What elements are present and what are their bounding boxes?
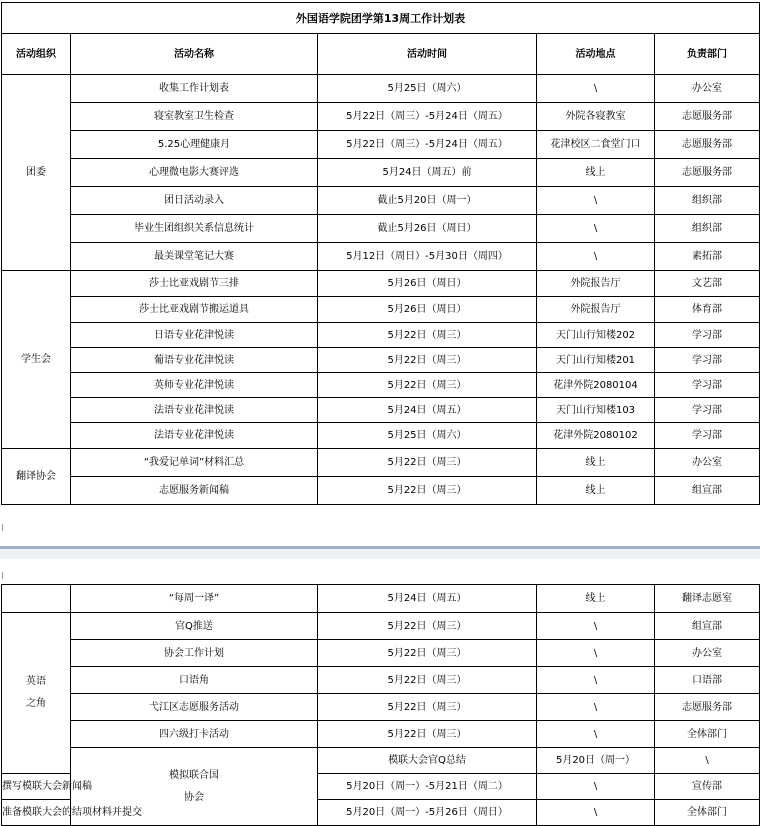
department-cell: 志愿服务部 xyxy=(655,131,760,159)
location-cell: 线上 xyxy=(537,477,655,505)
department-cell: 志愿服务部 xyxy=(655,159,760,187)
location-cell: 线上 xyxy=(537,159,655,187)
table-row xyxy=(2,667,760,694)
table-row xyxy=(2,75,760,103)
activity-cell: 四六级打卡活动 xyxy=(71,721,318,748)
location-cell: 花津外院2080102 xyxy=(537,423,655,449)
time-cell: 5月24日（周五） xyxy=(318,585,537,613)
time-cell: 5月22日（周三） xyxy=(318,640,537,667)
header-department: 负责部门 xyxy=(655,34,760,75)
table-row xyxy=(2,721,760,748)
department-cell: 组织部 xyxy=(655,215,760,243)
activity-cell: 寝室教室卫生检查 xyxy=(71,103,318,131)
location-cell: 外院报告厅 xyxy=(537,271,655,297)
department-cell: 办公室 xyxy=(655,449,760,477)
table-row xyxy=(2,613,760,640)
activity-cell: 准备模联大会的结项材料并提交 xyxy=(2,800,71,826)
header-row xyxy=(2,34,760,75)
activity-cell: “我爱记单词”材料汇总 xyxy=(71,449,318,477)
time-cell: 5月22日（周三） xyxy=(318,348,537,373)
department-cell: 组织部 xyxy=(655,187,760,215)
location-cell: \ xyxy=(537,613,655,640)
activity-cell: 团日活动录入 xyxy=(71,187,318,215)
time-cell: 5月20日（周一）-5月26日（周日） xyxy=(318,800,537,826)
department-cell: 全体部门 xyxy=(655,721,760,748)
time-cell: 5月22日（周三） xyxy=(318,373,537,398)
activity-cell: 葡语专业花津悦读 xyxy=(71,348,318,373)
department-cell: 志愿服务部 xyxy=(655,694,760,721)
time-cell: 5月26日（周日） xyxy=(318,297,537,323)
time-cell: 截止5月20日（周一） xyxy=(318,187,537,215)
department-cell: 全体部门 xyxy=(655,800,760,826)
location-cell: 线上 xyxy=(537,585,655,613)
org-cell: 翻译协会 xyxy=(2,449,71,505)
table-row xyxy=(2,423,760,449)
location-cell: \ xyxy=(537,640,655,667)
org-cell: 模拟联合国 协会 xyxy=(71,748,318,826)
department-cell: 宣传部 xyxy=(655,774,760,800)
time-cell: 5月22日（周三） xyxy=(318,449,537,477)
table-title: 外国语学院团学第13周工作计划表 xyxy=(2,3,760,34)
time-cell: 5月22日（周三） xyxy=(318,667,537,694)
org-cell: 团委 xyxy=(2,75,71,271)
time-cell: 5月22日（周三） xyxy=(318,477,537,505)
location-cell: 外院报告厅 xyxy=(537,297,655,323)
department-cell: 翻译志愿室 xyxy=(655,585,760,613)
location-cell: \ xyxy=(537,75,655,103)
location-cell: \ xyxy=(537,667,655,694)
time-cell: 5月20日（周一）-5月21日（周二） xyxy=(318,774,537,800)
location-cell: 天门山行知楼103 xyxy=(537,398,655,423)
department-cell: 办公室 xyxy=(655,640,760,667)
time-cell: 5月24日（周五）前 xyxy=(318,159,537,187)
location-cell: 外院各寝教室 xyxy=(537,103,655,131)
activity-cell: “每周一译” xyxy=(71,585,318,613)
table-row xyxy=(2,748,760,774)
department-cell: 组宣部 xyxy=(655,477,760,505)
table-row xyxy=(2,398,760,423)
time-cell: 5月22日（周三）-5月24日（周五） xyxy=(318,103,537,131)
location-cell: 花津外院2080104 xyxy=(537,373,655,398)
location-cell: \ xyxy=(537,187,655,215)
table-row xyxy=(2,323,760,348)
time-cell: 5月20日（周一） xyxy=(537,748,655,774)
time-cell: 5月26日（周日） xyxy=(318,271,537,297)
table-row xyxy=(2,271,760,297)
plan-table-page-2 xyxy=(1,584,760,826)
location-cell: \ xyxy=(537,694,655,721)
page-corner-mark xyxy=(2,524,9,531)
department-cell: 口语部 xyxy=(655,667,760,694)
department-cell: 学习部 xyxy=(655,423,760,449)
activity-cell: 5.25心理健康月 xyxy=(71,131,318,159)
table-row xyxy=(2,159,760,187)
activity-cell: 毕业生团组织关系信息统计 xyxy=(71,215,318,243)
table-row xyxy=(2,131,760,159)
table-row xyxy=(2,585,760,613)
activity-cell: 最美课堂笔记大赛 xyxy=(71,243,318,271)
header-org: 活动组织 xyxy=(2,34,71,75)
department-cell: 学习部 xyxy=(655,323,760,348)
table-row xyxy=(2,187,760,215)
page-corner-mark xyxy=(2,572,9,579)
location-cell: \ xyxy=(537,721,655,748)
location-cell: 花津校区二食堂门口 xyxy=(537,131,655,159)
page-separator xyxy=(0,546,760,559)
location-cell: \ xyxy=(537,215,655,243)
location-cell: \ xyxy=(655,748,760,774)
org-cell xyxy=(2,585,71,613)
table-row xyxy=(2,348,760,373)
activity-cell: 口语角 xyxy=(71,667,318,694)
plan-table-page-1 xyxy=(1,2,760,505)
activity-cell: 法语专业花津悦读 xyxy=(71,423,318,449)
time-cell: 5月22日（周三） xyxy=(318,721,537,748)
location-cell: 天门山行知楼202 xyxy=(537,323,655,348)
activity-cell: 莎士比亚戏剧节搬运道具 xyxy=(71,297,318,323)
activity-cell: 志愿服务新闻稿 xyxy=(71,477,318,505)
activity-cell: 弋江区志愿服务活动 xyxy=(71,694,318,721)
location-cell: 线上 xyxy=(537,449,655,477)
activity-cell: 收集工作计划表 xyxy=(71,75,318,103)
time-cell: 5月24日（周五） xyxy=(318,398,537,423)
activity-cell: 日语专业花津悦读 xyxy=(71,323,318,348)
table-row xyxy=(2,640,760,667)
table-row xyxy=(2,243,760,271)
time-cell: 5月25日（周六） xyxy=(318,423,537,449)
time-cell: 5月22日（周三） xyxy=(318,323,537,348)
activity-cell: 模联大会官Q总结 xyxy=(318,748,537,774)
department-cell: 学习部 xyxy=(655,398,760,423)
activity-cell: 法语专业花津悦读 xyxy=(71,398,318,423)
location-cell: \ xyxy=(537,243,655,271)
time-cell: 5月22日（周三）-5月24日（周五） xyxy=(318,131,537,159)
activity-cell: 莎士比亚戏剧节三排 xyxy=(71,271,318,297)
time-cell: 截止5月26日（周日） xyxy=(318,215,537,243)
department-cell: 组宣部 xyxy=(655,613,760,640)
location-cell: \ xyxy=(537,774,655,800)
time-cell: 5月12日（周日）-5月30日（周四） xyxy=(318,243,537,271)
department-cell: 文艺部 xyxy=(655,271,760,297)
activity-cell: 撰写模联大会新闻稿 xyxy=(2,774,71,800)
department-cell: 体育部 xyxy=(655,297,760,323)
department-cell: 学习部 xyxy=(655,348,760,373)
activity-cell: 英师专业花津悦读 xyxy=(71,373,318,398)
time-cell: 5月22日（周三） xyxy=(318,613,537,640)
table-row xyxy=(2,373,760,398)
department-cell: 办公室 xyxy=(655,75,760,103)
department-cell: 学习部 xyxy=(655,373,760,398)
table-row xyxy=(2,694,760,721)
header-time: 活动时间 xyxy=(318,34,537,75)
table-row xyxy=(2,103,760,131)
table-row xyxy=(2,477,760,505)
org-cell: 学生会 xyxy=(2,271,71,449)
header-location: 活动地点 xyxy=(537,34,655,75)
department-cell: 志愿服务部 xyxy=(655,103,760,131)
activity-cell: 官Q推送 xyxy=(71,613,318,640)
time-cell: 5月22日（周三） xyxy=(318,694,537,721)
activity-cell: 协会工作计划 xyxy=(71,640,318,667)
location-cell: \ xyxy=(537,800,655,826)
table-row xyxy=(2,215,760,243)
table-row xyxy=(2,297,760,323)
table-row xyxy=(2,449,760,477)
activity-cell: 心理微电影大赛评选 xyxy=(71,159,318,187)
location-cell: 天门山行知楼201 xyxy=(537,348,655,373)
org-cell: 英语 之角 xyxy=(2,613,71,774)
time-cell: 5月25日（周六） xyxy=(318,75,537,103)
department-cell: 素拓部 xyxy=(655,243,760,271)
header-activity: 活动名称 xyxy=(71,34,318,75)
